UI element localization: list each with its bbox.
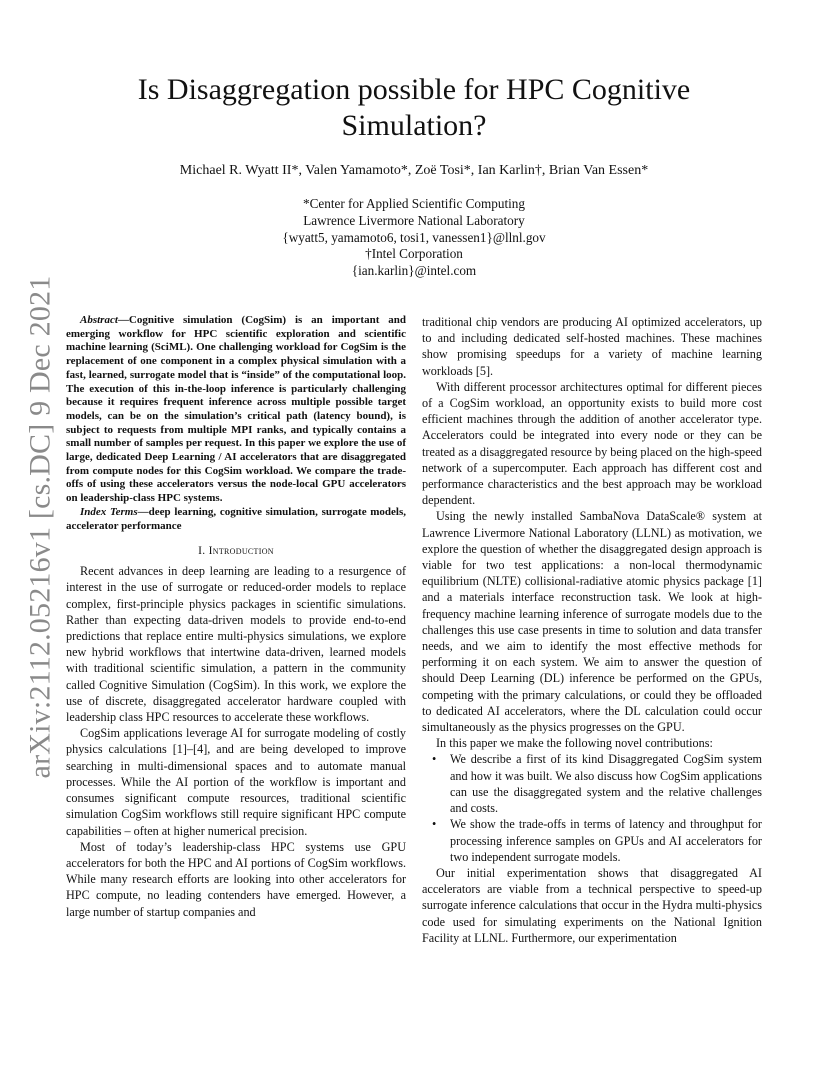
list-item bbox=[432, 816, 762, 865]
index-terms-text: —deep learning, cognitive simulation, surrogate models, accelerator performance bbox=[66, 505, 406, 532]
paper-title bbox=[90, 72, 738, 144]
abstract-label: Abstract bbox=[80, 314, 118, 326]
author-list: Michael R. Wyatt II*, Valen Yamamoto*, Zoë Tosi*, Ian Karlin†, Brian Van Essen* bbox=[179, 163, 649, 178]
index-terms-label: Index Terms bbox=[80, 505, 138, 518]
section-heading bbox=[66, 545, 406, 557]
paragraph: In this paper we make the following novel contributions: bbox=[436, 736, 713, 751]
contribution-list bbox=[422, 751, 762, 864]
list-item bbox=[432, 751, 762, 816]
left-column bbox=[66, 314, 406, 920]
title-line-2: Simulation? bbox=[341, 109, 487, 142]
contribution-text: We describe a first of its kind Disaggregated CogSim system and how it was built. We also discuss how CogSim applications can use the disaggregated system and the relative challenges and costs. bbox=[450, 752, 762, 816]
abstract bbox=[66, 314, 406, 506]
section-number: I. bbox=[198, 545, 206, 558]
paragraph: Our initial experimentation shows that disaggregated AI accelerators are viable from a technical perspective to speed-up surrogate inference calculations that occur in the Hydra multi-physics code used for simulating experiments on the National Ignition Facility at LLNL. Furthermore, our experimentation bbox=[422, 865, 762, 945]
affiliation-line: Lawrence Livermore National Laboratory bbox=[303, 212, 525, 228]
contribution-text: We show the trade-offs in terms of latency and throughput for processing inference samples on GPUs and AI accelerators for two independent surrogate models. bbox=[450, 817, 762, 864]
paragraph: CogSim applications leverage AI for surrogate modeling of costly physics calculations [1]–[4], and are being developed to improve searching in multi-dimensional spaces and to automate manual processes. While the AI portion of the workflow is important and consumes significant compute resources, traditional scientific simulation CogSim workflows still require significant HPC compute capabilities – often at higher numerical precision. bbox=[66, 726, 406, 838]
affiliation-line: *Center for Applied Scientific Computing bbox=[303, 196, 525, 211]
paragraph: Most of today’s leadership-class HPC systems use GPU accelerators for both the HPC and AI portions of CogSim workflows. While many research efforts are looking into other accelerators for HPC compute, no leading contenders have emerged. However, a large number of startup companies and bbox=[66, 839, 406, 919]
affiliation-line: †Intel Corporation bbox=[365, 246, 463, 262]
paragraph: Using the newly installed SambaNova DataScale® system at Lawrence Livermore National Laboratory (LLNL) as motivation, we explore the question of whether the disaggregated design approach is viable for two test applications: a non-local thermodynamic equilibrium (NLTE) collisional-radiative atomic physics package [1] and a materials interface reconstruction task. We look at high-frequency machine learning inference of surrogate models due to the challenges this use case presents in time to solution and data transfer needs, and we aim to identify the most effective methods for performing it on each system. We aim to answer the question of should Deep Learning (DL) inference be performed on the GPUs, competing with the primary calculations, or could they be offloaded to dedicated AI accelerators, where the DL calculation could occur simultaneously as the physics progresses on the GPU. bbox=[422, 509, 762, 735]
right-column bbox=[422, 314, 762, 946]
affiliations bbox=[200, 196, 628, 280]
section-name: Introduction bbox=[208, 545, 274, 558]
paragraph: With different processor architectures optimal for different pieces of a CogSim workload, an opportunity exists to build more cost efficient machines through the addition of another accelerator type. Accelerators could be integrated into every node or they can be treated as a disaggregated resource by being placed on the high-speed network of a supercomputer. Each approach has different cost and performance characteristics and the best approach may be workload dependent. bbox=[422, 379, 762, 508]
affiliation-line: {ian.karlin}@intel.com bbox=[351, 263, 477, 279]
arxiv-id-text: arXiv:2112.05216v1 [cs.DC] 9 Dec 2021 bbox=[23, 275, 56, 779]
arxiv-side-identifier bbox=[14, 275, 66, 779]
title-line-1: Is Disaggregation possible for HPC Cognitive bbox=[137, 73, 691, 106]
affiliation-line: {wyatt5, yamamoto6, tosi1, vanessen1}@llnl.gov bbox=[282, 229, 546, 245]
paragraph: traditional chip vendors are producing AI optimized accelerators, up to and including dedicated self-hosted machines. These machines show promising speedups for a variety of machine learning workloads [5]. bbox=[422, 315, 762, 378]
bullet-icon: • bbox=[432, 752, 437, 767]
paragraph: Recent advances in deep learning are leading to a resurgence of interest in the use of surrogate or reduced-order models to replace complex, first-principle physics packages in scientific simulations. Rather than expecting data-driven models to provide end-to-end predictions that replace entire multi-physics simulations, we explore new hybrid workflows that intertwine data-driven, learned models with traditional scientific simulation, a pattern in the community called Cognitive Simulation (CogSim). In this work, we explore the use of discrete, disaggregated accelerator hardware coupled with leadership class HPC resources to accelerate these workflows. bbox=[66, 564, 406, 725]
bullet-icon: • bbox=[432, 817, 437, 832]
abstract-text: —Cognitive simulation (CogSim) is an important and emerging workflow for HPC scientific exploration and scientific machine learning (SciML). One challenging workload for CogSim is the replacement of one component in a complex physical simulation with a fast, learned, surrogate model that is “inside” of the computational loop. The execution of this in-the-loop inference is particularly challenging because it requires frequent inference across multiple possible target models, can be on the simulation’s critical path (latency bound), is subject to requests from multiple MPI ranks, and typically contains a small number of samples per request. In this paper we explore the use of large, dedicated Deep Learning / AI accelerators that are disaggregated from compute nodes for this CogSim workload. We compare the trade-offs of using these accelerators versus the node-local GPU accelerators on leadership-class HPC systems. bbox=[66, 314, 406, 505]
index-terms bbox=[66, 506, 406, 533]
